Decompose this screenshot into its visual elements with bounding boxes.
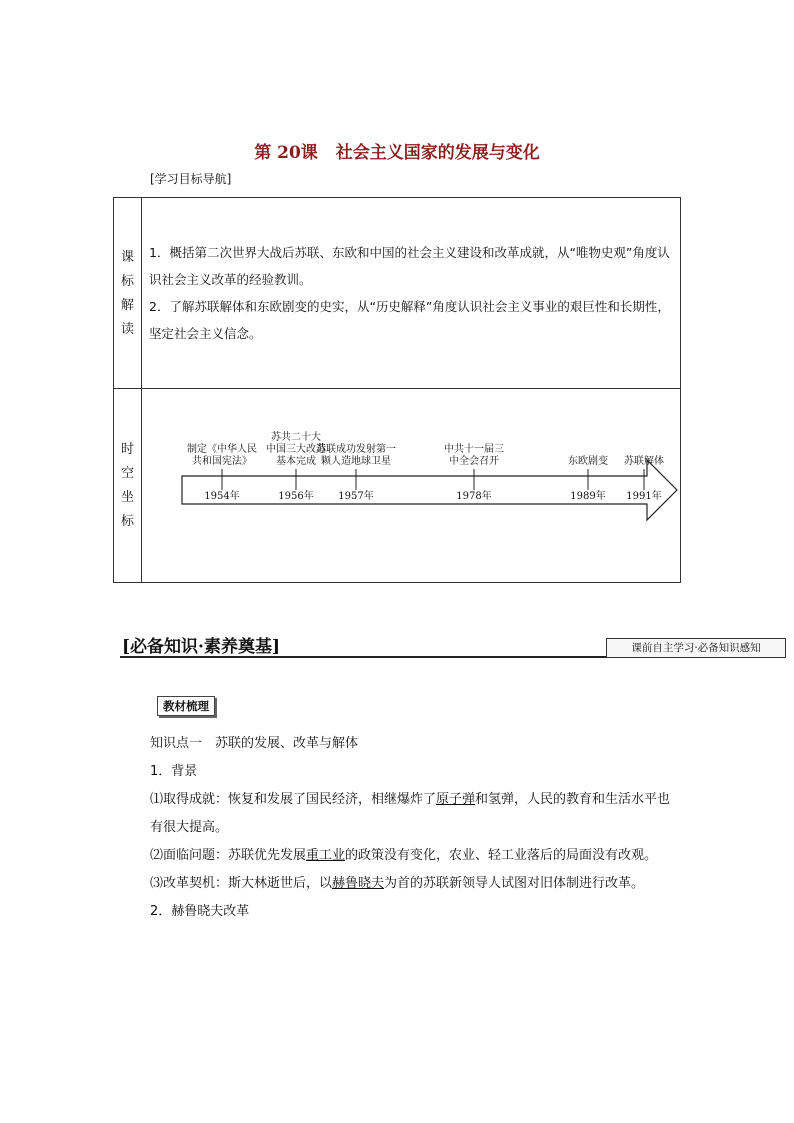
event-label: 中共十一届三 (444, 444, 504, 455)
learning-goals-heading: [学习目标导航] (150, 172, 232, 186)
timeline-label: 时 空 坐 标 (114, 389, 142, 583)
paragraph-problems: ⑵面临问题：苏联优先发展重工业的政策没有变化，农业、轻工业落后的局面没有改观。 (150, 848, 658, 863)
answer-khrushchev: 赫鲁晓夫 (332, 876, 385, 891)
event-label: 东欧剧变 (568, 456, 608, 467)
event-label: 苏联解体 (624, 456, 664, 467)
lesson-title (0, 138, 794, 163)
body-text (120, 730, 680, 926)
paragraph-opportunity: ⑶改革契机：斯大林逝世后，以赫鲁晓夫为首的苏联新领导人试图对旧体制进行改革。 (150, 876, 645, 891)
textbook-review-tag: 教材梳理 (157, 696, 215, 716)
curriculum-point-1: 1．概括第二次世界大战后苏联、东欧和中国的社会主义建设和改革成就，从“唯物史观”角度认识社会主义改革的经验教训。 (149, 245, 670, 287)
curriculum-row (114, 198, 681, 389)
event-year: 1954年 (204, 491, 240, 502)
heading-background: 1．背景 (150, 764, 198, 779)
curriculum-point-2: 2．了解苏联解体和东欧剧变的史实，从“历史解释”角度认识社会主义事业的艰巨性和长期性，坚定社会主义信念。 (149, 299, 670, 341)
event-year: 1991年 (626, 491, 662, 502)
lesson-name: 社会主义国家的发展与变化 (335, 143, 540, 163)
objectives-table (113, 197, 681, 583)
heading-khrushchev-reform: 2．赫鲁晓夫改革 (150, 904, 250, 919)
curriculum-content (142, 198, 681, 389)
section-title: [必备知识·素养奠基] (122, 637, 281, 657)
timeline-row (114, 389, 681, 583)
knowledge-point-1: 知识点一 苏联的发展、改革与解体 (150, 736, 359, 751)
event-year: 1989年 (570, 491, 606, 502)
timeline-arrow (182, 460, 677, 520)
event-label: 中全会召开 (449, 456, 499, 467)
event-label: 共和国宪法》 (192, 456, 252, 467)
event-label: 制定《中华人民 (187, 444, 257, 455)
lesson-number: 第 20课 (254, 143, 318, 163)
timeline-cell (142, 389, 681, 583)
event-year: 1978年 (456, 491, 492, 502)
event-year: 1956年 (278, 491, 314, 502)
section-badge: 课前自主学习·必备知识感知 (606, 638, 786, 658)
section-divider (120, 656, 606, 658)
curriculum-label: 课 标 解 读 (114, 198, 142, 389)
event-label: 中国三大改造 (266, 444, 326, 455)
answer-atomic-bomb: 原子弹 (436, 792, 476, 807)
event-label: 苏共二十大 (271, 432, 321, 443)
event-label: 苏联成功发射第一 (316, 444, 396, 455)
event-label: 基本完成 (276, 456, 316, 467)
paragraph-achievements: ⑴取得成就：恢复和发展了国民经济，相继爆炸了原子弹和氢弹，人民的教育和生活水平也有很大提高。 (150, 792, 671, 835)
event-label: 颗人造地球卫星 (321, 456, 391, 467)
timeline-chart (142, 389, 680, 578)
answer-heavy-industry: 重工业 (306, 848, 346, 863)
event-year: 1957年 (338, 491, 374, 502)
